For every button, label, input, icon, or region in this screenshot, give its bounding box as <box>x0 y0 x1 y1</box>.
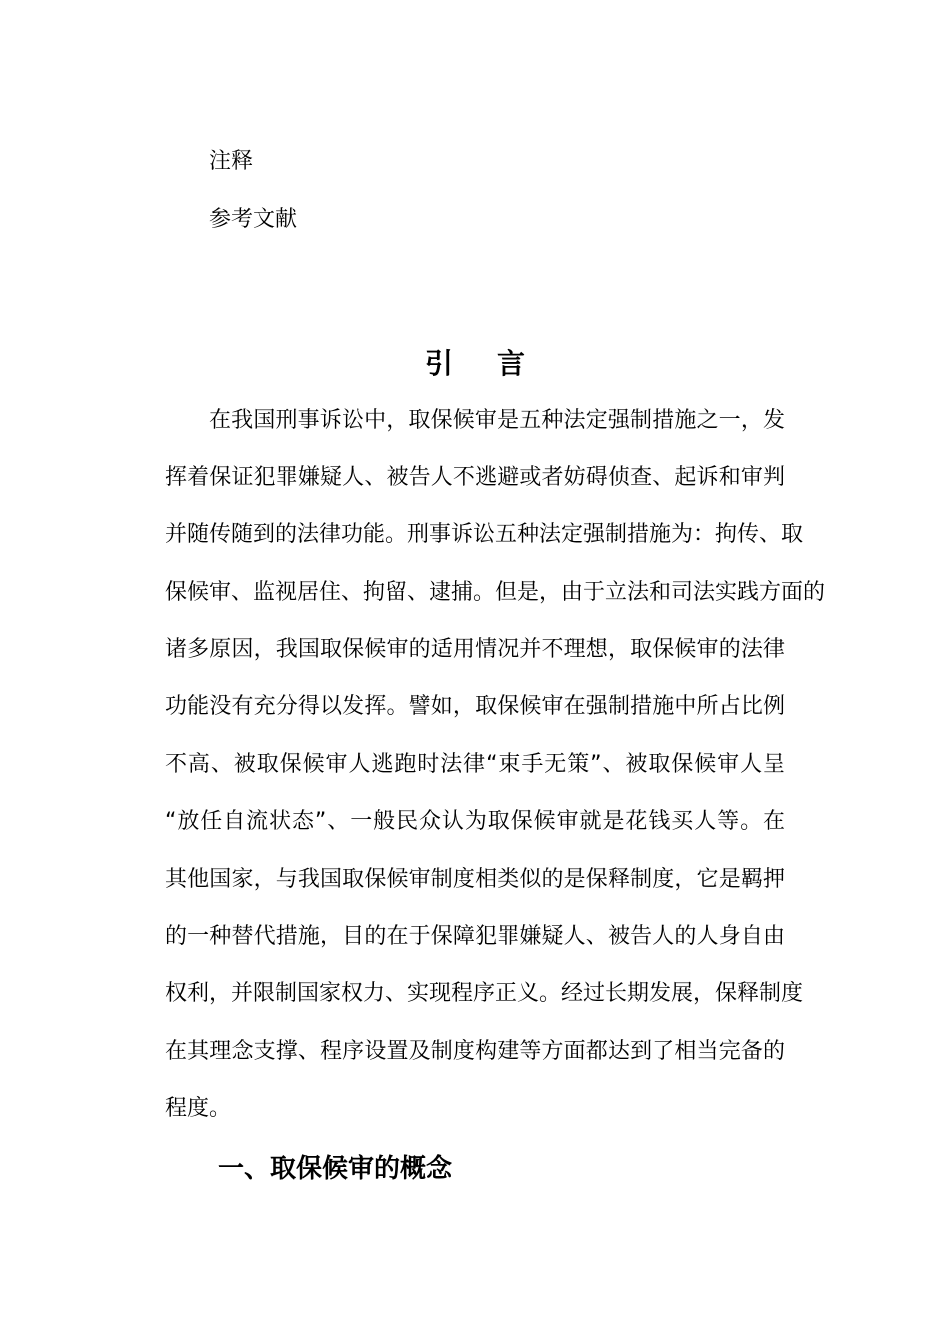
intro-line: 其他国家，与我国取保候审制度相类似的是保释制度，它是羁押 <box>165 867 785 892</box>
intro-line: 程度。 <box>165 1096 232 1121</box>
intro-line: 功能没有充分得以发挥。譬如，取保候审在强制措施中所占比例 <box>165 694 785 719</box>
section-heading-1: 一、取保候审的概念 <box>218 1154 453 1184</box>
intro-line: 诸多原因，我国取保候审的适用情况并不理想，取保候审的法律 <box>165 637 785 662</box>
intro-heading: 引言 <box>424 347 569 380</box>
intro-line: 的一种替代措施，目的在于保障犯罪嫌疑人、被告人的人身自由 <box>165 924 785 949</box>
intro-line: 权利，并限制国家权力、实现程序正义。经过长期发展，保释制度 <box>165 981 804 1006</box>
intro-line: 并随传随到的法律功能。刑事诉讼五种法定强制措施为：拘传、取 <box>165 522 804 547</box>
intro-line: 保候审、监视居住、拘留、逮捕。但是，由于立法和司法实践方面的 <box>165 580 826 605</box>
intro-line: “放任自流状态”、一般民众认为取保候审就是花钱买人等。在 <box>165 809 785 834</box>
intro-line: 不高、被取保候审人逃跑时法律“束手无策”、被取保候审人呈 <box>165 752 785 777</box>
toc-item-notes: 注释 <box>209 149 254 174</box>
toc-item-references: 参考文献 <box>209 207 298 232</box>
intro-line: 在其理念支撑、程序设置及制度构建等方面都达到了相当完备的 <box>165 1039 785 1064</box>
intro-line: 挥着保证犯罪嫌疑人、被告人不逃避或者妨碍侦查、起诉和审判 <box>165 465 785 490</box>
intro-line: 在我国刑事诉讼中，取保候审是五种法定强制措施之一，发 <box>209 408 785 433</box>
